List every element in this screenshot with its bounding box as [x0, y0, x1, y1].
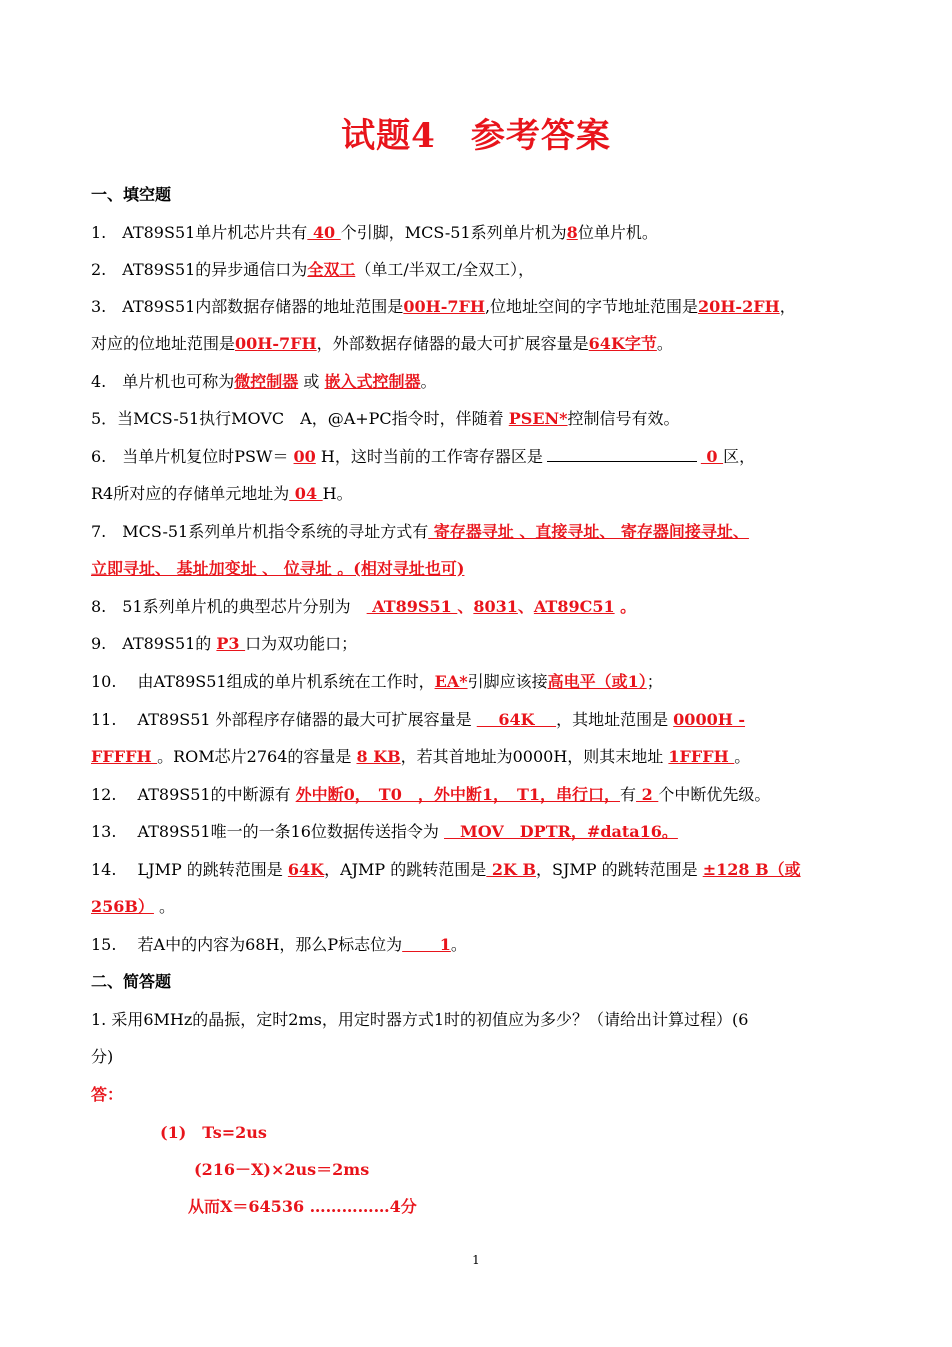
q3-text-a: 3. AT89S51内部数据存储器的地址范围是 [91, 297, 404, 316]
q1-text-c: 个引脚，MCS-51系列单片机为 [340, 223, 567, 242]
q8-answer-3: AT89C51 [533, 597, 615, 616]
q3b-answer-1: 00H-7FH [235, 334, 317, 353]
question-6-cont [91, 483, 871, 505]
q12-text-e: 个中断优先级。 [658, 785, 771, 804]
q1-answer-pins: 40 [307, 223, 341, 242]
q2-text-a: 2. AT89S51的异步通信口为 [91, 260, 308, 279]
q6-text-a: 6. 当单片机复位时PSW＝ [91, 447, 294, 466]
short-question-1: 1. 采用6MHz的晶振，定时2ms，用定时器方式1时的初值应为多少？（请给出计算过程）(6 [91, 1010, 749, 1029]
q14-text-c: ，AJMP 的跳转范围是 [324, 860, 487, 879]
question-7-cont [91, 558, 871, 580]
q15-text-c: 。 [450, 935, 467, 954]
q6-answer-bank: 0 [700, 447, 724, 466]
q6b-answer: 04 [289, 484, 323, 503]
question-2 [91, 259, 871, 281]
q12-answer-1: 外中断0， T0 ，外中断1， T1，串行口， [295, 785, 621, 804]
q11b-answer-3: 1FFFH [668, 747, 735, 766]
q8-sep-2: 、 [517, 597, 534, 616]
q4-answer-2: 嵌入式控制器 [324, 372, 421, 391]
answer-step-1: (1) Ts=2us [160, 1123, 267, 1142]
q5-text-a: 5．当MCS-51执行MOVC A，@A+PC指令时，伴随着 [91, 409, 509, 428]
q11-text-c: ，其地址范围是 [556, 710, 674, 729]
question-7 [91, 521, 871, 543]
q11-answer-1: 64K [476, 710, 557, 729]
question-8 [91, 596, 871, 618]
q11b-answer-2: 8 KB [356, 747, 401, 766]
q8-sep-1: 、 [457, 597, 474, 616]
q3-answer-1: 00H-7FH [403, 297, 485, 316]
q14-text-a: 14. LJMP 的跳转范围是 [91, 860, 288, 879]
question-5 [91, 408, 871, 430]
answer-step-3: 从而X＝64536 ……………4分 [188, 1197, 417, 1216]
q8-end: 。 [614, 597, 637, 616]
q12-answer-2: 2 [636, 785, 659, 804]
q10-text-e: ； [646, 672, 663, 691]
q8-answer-2: 8031 [473, 597, 518, 616]
q1-answer-bits: 8 [566, 223, 578, 242]
q3b-answer-2: 64K字节 [588, 334, 657, 353]
q8-answer-1: AT89S51 [366, 597, 458, 616]
q4-answer-1: 微控制器 [234, 372, 299, 391]
page-title: 试题4 参考答案 [341, 116, 611, 156]
q6-blank-line [547, 447, 697, 462]
q15-text-a: 15. 若A中的内容为68H，那么P标志位为 [91, 935, 403, 954]
question-9 [91, 633, 871, 655]
q3-text-c: ,位地址空间的字节地址范围是 [484, 297, 699, 316]
question-11 [91, 709, 871, 731]
q13-text-a: 13. AT89S51唯一的一条16位数据传送指令为 [91, 822, 445, 841]
answer-step-2: (216－X)×2us＝2ms [194, 1160, 370, 1179]
q4-text-a: 4. 单片机也可称为 [91, 372, 235, 391]
q3b-text-c: ，外部数据存储器的最大可扩展容量是 [316, 334, 589, 353]
question-3 [91, 296, 871, 318]
q6b-text-a: R4所对应的存储单元地址为 [91, 484, 290, 503]
q7-answer-2: 立即寻址、 基址加变址 、 位寻址 。(相对寻址也可) [91, 559, 465, 578]
question-6 [91, 446, 871, 468]
q11b-text-b: 。ROM芯片2764的容量是 [157, 747, 357, 766]
q14-answer-3: ±128 B（或 [702, 860, 801, 879]
q5-answer: PSEN* [508, 409, 568, 428]
q9-answer: P3 [216, 634, 246, 653]
page-number: 1 [472, 1253, 480, 1267]
q2-text-c: （单工/半双工/全双工）， [355, 260, 535, 279]
question-3-cont [91, 333, 871, 355]
q11-text-a: 11. AT89S51 外部程序存储器的最大可扩展容量是 [91, 710, 477, 729]
q14-answer-2: 2K B [486, 860, 536, 879]
q11-answer-2: 0000H - [673, 710, 746, 729]
q10-text-a: 10. 由AT89S51组成的单片机系统在工作时， [91, 672, 435, 691]
q15-answer: 1 [402, 935, 451, 954]
question-15 [91, 934, 871, 956]
question-14-cont [91, 896, 871, 918]
section-fill-in: 一、填空题 [91, 185, 172, 204]
q14-answer-1: 64K [287, 860, 325, 879]
q14b-text-b: 。 [153, 897, 176, 916]
q6-answer-psw: 00 [293, 447, 316, 466]
q1-text-a: 1. AT89S51单片机芯片共有 [91, 223, 308, 242]
question-14 [91, 859, 871, 881]
q3-answer-2: 20H-2FH [698, 297, 780, 316]
q3b-text-a: 对应的位地址范围是 [91, 334, 236, 353]
q3b-text-e: 。 [656, 334, 673, 353]
q7-answer-1: 寄存器寻址 、直接寻址、 寄存器间接寻址、 [428, 522, 749, 541]
q6-text-c: H，这时当前的工作寄存器区是 [315, 447, 543, 466]
q11b-answer-1: FFFFH [91, 747, 158, 766]
answer-label: 答： [91, 1085, 124, 1104]
question-12 [91, 784, 871, 806]
q3-text-e: ， [779, 297, 796, 316]
q9-text-c: 口为双功能口； [245, 634, 358, 653]
q10-answer-2: 高电平（或1） [547, 672, 647, 691]
section-short-answer: 二、简答题 [91, 972, 172, 991]
question-13 [91, 821, 871, 843]
q11b-text-f: 。 [734, 747, 751, 766]
question-4 [91, 371, 871, 393]
q10-answer-1: EA* [434, 672, 468, 691]
question-1 [91, 222, 871, 244]
q9-text-a: 9. AT89S51的 [91, 634, 217, 653]
q2-answer: 全双工 [307, 260, 356, 279]
q12-text-a: 12. AT89S51的中断源有 [91, 785, 296, 804]
q10-text-c: 引脚应该接 [467, 672, 548, 691]
q6b-text-c: H。 [322, 484, 353, 503]
q12-text-c: 有 [620, 785, 637, 804]
q11b-text-d: ，若其首地址为0000H，则其末地址 [400, 747, 669, 766]
q8-text-a: 8. 51系列单片机的典型芯片分别为 [91, 597, 367, 616]
question-10 [91, 671, 871, 693]
q14b-answer: 256B） [91, 897, 154, 916]
q4-text-e: 。 [420, 372, 437, 391]
question-11-cont [91, 746, 871, 768]
q14-text-e: ，SJMP 的跳转范围是 [536, 860, 703, 879]
q1-text-e: 位单片机。 [577, 223, 658, 242]
q13-answer: MOV DPTR，#data16。 [444, 822, 678, 841]
q4-text-c: 或 [298, 372, 325, 391]
q7-text-a: 7. MCS-51系列单片机指令系统的寻址方式有 [91, 522, 429, 541]
q5-text-c: 控制信号有效。 [567, 409, 680, 428]
q6-text-e: 区， [723, 447, 756, 466]
short-question-1-cont: 分) [91, 1047, 114, 1066]
